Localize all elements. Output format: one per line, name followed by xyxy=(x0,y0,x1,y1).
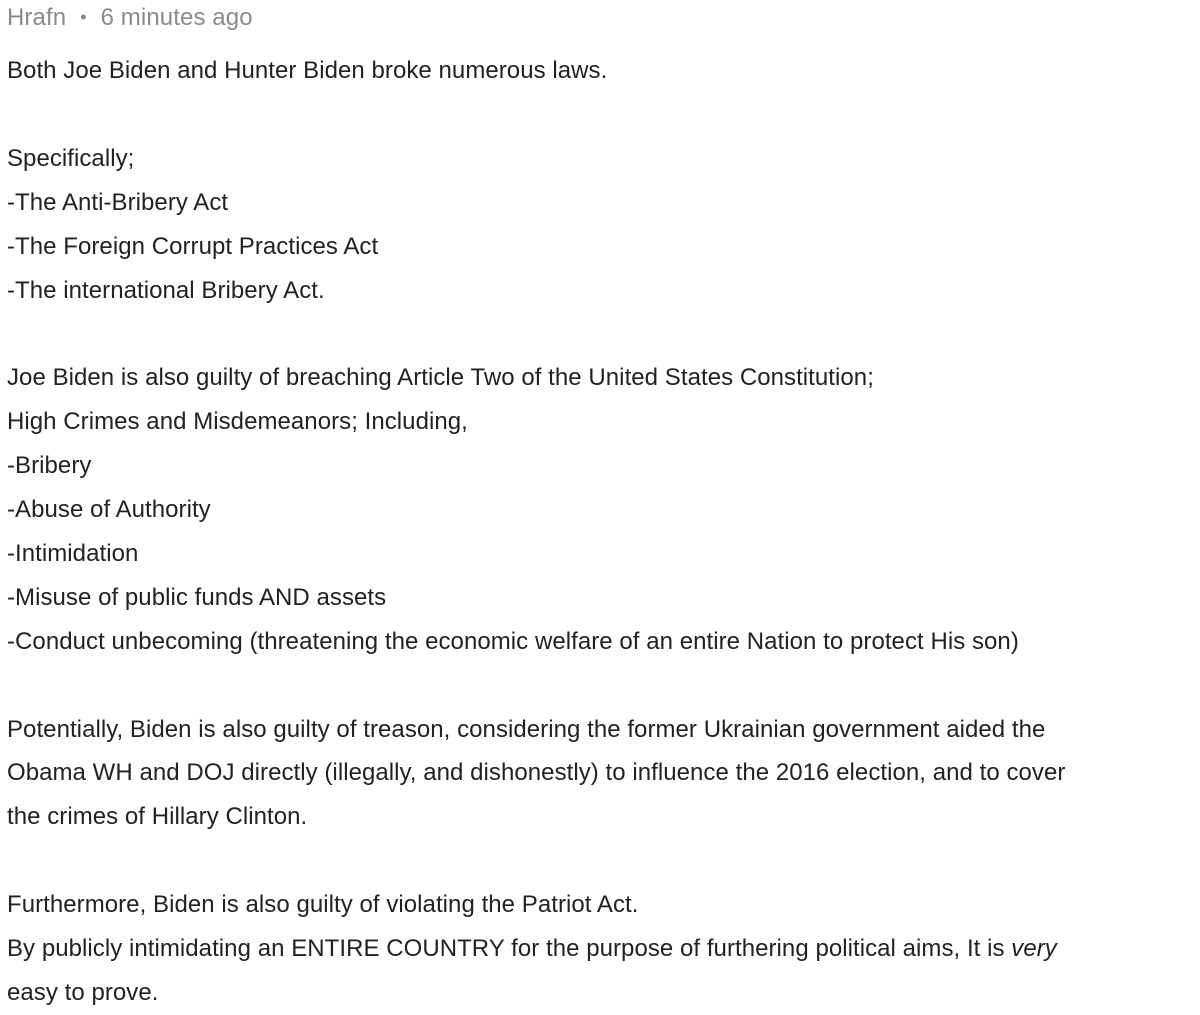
comment-line: High Crimes and Misdemeanors; Including, xyxy=(7,408,468,436)
comment-line: the crimes of Hillary Clinton. xyxy=(7,803,308,831)
comment-line: Furthermore, Biden is also guilty of violating the Patriot Act. xyxy=(7,891,639,919)
emphasis-text: very xyxy=(1011,935,1057,963)
comment-line: -Conduct unbecoming (threatening the economic welfare of an entire Nation to protect His son) xyxy=(7,627,1019,655)
paragraph-article-two xyxy=(7,356,1200,663)
comment-line: -Abuse of Authority xyxy=(7,496,211,524)
comment-author[interactable]: Hrafn xyxy=(7,4,67,31)
comment-line xyxy=(7,927,1200,971)
meta-separator: • xyxy=(80,7,87,27)
comment-line: Both Joe Biden and Hunter Biden broke numerous laws. xyxy=(7,57,608,84)
comment-line: -Intimidation xyxy=(7,539,139,567)
comment-line: Obama WH and DOJ directly (illegally, and dishonestly) to influence the 2016 election, and to cover xyxy=(7,759,1066,787)
paragraph-gap xyxy=(7,839,1200,883)
comment-line: -Misuse of public funds AND assets xyxy=(7,583,387,611)
comment-meta xyxy=(7,0,1200,36)
comment-line: -Bribery xyxy=(7,452,92,480)
comment-line: -The international Bribery Act. xyxy=(7,276,325,304)
comment-line: Potentially, Biden is also guilty of treason, considering the former Ukrainian government aided the xyxy=(7,715,1046,743)
comment-line: Joe Biden is also guilty of breaching Article Two of the United States Constitution; xyxy=(7,364,874,392)
paragraph-gap xyxy=(7,312,1200,356)
comment-line: Specifically; xyxy=(7,144,135,172)
paragraph-acts xyxy=(7,137,1200,313)
comment-line: -The Foreign Corrupt Practices Act xyxy=(7,232,379,260)
paragraph-intro xyxy=(7,49,1200,93)
paragraph-gap xyxy=(7,664,1200,708)
paragraph-gap xyxy=(7,93,1200,137)
comment-line: easy to prove. xyxy=(7,978,159,1006)
comment-line: -The Anti-Bribery Act xyxy=(7,188,229,216)
paragraph-treason xyxy=(7,708,1200,840)
comment-timestamp[interactable]: 6 minutes ago xyxy=(100,4,253,31)
comment-body xyxy=(7,49,1200,1015)
comment-text: By publicly intimidating an ENTIRE COUNTRY for the purpose of furthering political aims, It is xyxy=(7,935,1012,963)
paragraph-patriot-act xyxy=(7,883,1200,1015)
